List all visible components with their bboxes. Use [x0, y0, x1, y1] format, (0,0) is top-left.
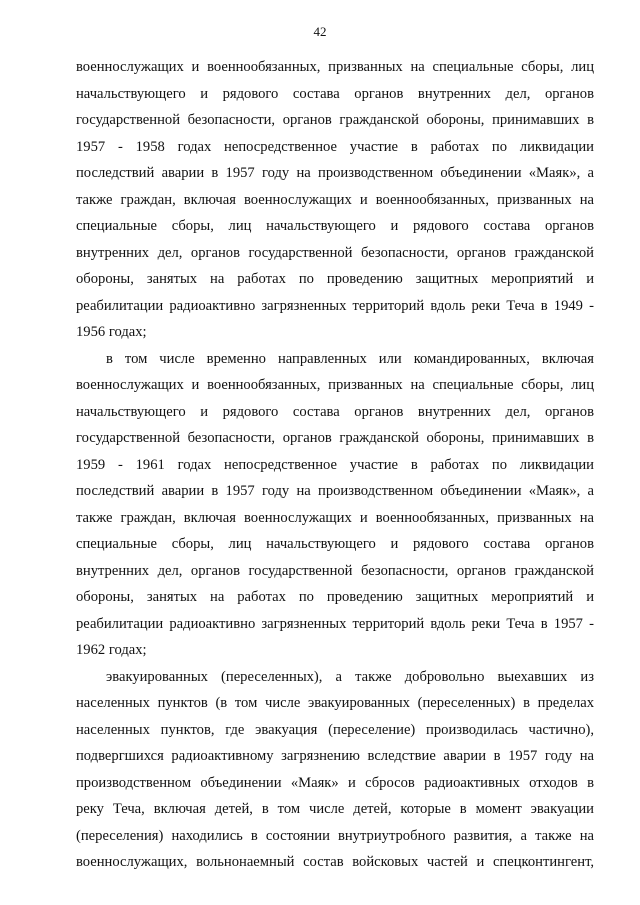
text-line: военнослужащих и военнообязанных, призванных на специальные сборы, лиц [76, 377, 594, 393]
text-line: 1957 - 1958 годах непосредственное участие в работах по ликвидации [76, 138, 594, 155]
text-line: (переселения) находились в состоянии внутриутробного развития, а также на [76, 827, 594, 844]
text-line: начальствующего и рядового состава органов внутренних дел, органов [76, 403, 594, 420]
text-line: населенных пунктов, где эвакуация (переселение) производилась частично), [76, 721, 594, 738]
paragraph [76, 664, 594, 876]
page-number: 42 [313, 24, 327, 39]
text-line: государственной безопасности, органов гражданской обороны, принимавших в [76, 430, 594, 446]
text-line: подвергшихся радиоактивному загрязнению вследствие аварии в 1957 году на [76, 748, 594, 764]
text-line: начальствующего и рядового состава органов внутренних дел, органов [76, 85, 594, 102]
text-line: обороны, занятых на работах по проведению защитных мероприятий и [76, 271, 594, 287]
paragraph [76, 346, 594, 664]
text-line: внутренних дел, органов государственной безопасности, органов гражданской [76, 244, 594, 261]
text-line: производственном объединении «Маяк» и сбросов радиоактивных отходов в [76, 774, 594, 791]
text-line: специальные сборы, лиц начальствующего и рядового состава органов [76, 536, 594, 552]
text-line: также граждан, включая военнослужащих и военнообязанных, призванных на [76, 509, 594, 526]
text-line: специальные сборы, лиц начальствующего и рядового состава органов [76, 218, 594, 234]
paragraph [76, 54, 594, 346]
text-line: населенных пунктов (в том числе эвакуированных (переселенных) в пределах [76, 695, 594, 711]
text-line: последствий аварии в 1957 году на производственном объединении «Маяк», а [76, 165, 594, 181]
text-line: реабилитации радиоактивно загрязненных территорий вдоль реки Теча в 1957 - [76, 615, 594, 632]
text-line: 1956 годах; [76, 324, 147, 340]
text-line: 1959 - 1961 годах непосредственное участие в работах по ликвидации [76, 456, 594, 473]
text-line: последствий аварии в 1957 году на производственном объединении «Маяк», а [76, 483, 594, 499]
text-line: 1962 годах; [76, 642, 147, 658]
text-line: внутренних дел, органов государственной безопасности, органов гражданской [76, 562, 594, 579]
text-line: в том числе временно направленных или командированных, включая [106, 350, 594, 367]
document-body [76, 54, 594, 876]
text-line: реабилитации радиоактивно загрязненных территорий вдоль реки Теча в 1949 - [76, 297, 594, 314]
text-line: также граждан, включая военнослужащих и военнообязанных, призванных на [76, 191, 594, 208]
text-line: военнослужащих, вольнонаемный состав войсковых частей и спецконтингент, [76, 854, 594, 870]
text-line: государственной безопасности, органов гражданской обороны, принимавших в [76, 112, 594, 128]
text-line: эвакуированных (переселенных), а также добровольно выехавших из [106, 668, 594, 685]
text-line: реку Теча, включая детей, в том числе детей, которые в момент эвакуации [76, 801, 594, 817]
text-line: военнослужащих и военнообязанных, призванных на специальные сборы, лиц [76, 59, 594, 75]
text-line: обороны, занятых на работах по проведению защитных мероприятий и [76, 589, 594, 605]
